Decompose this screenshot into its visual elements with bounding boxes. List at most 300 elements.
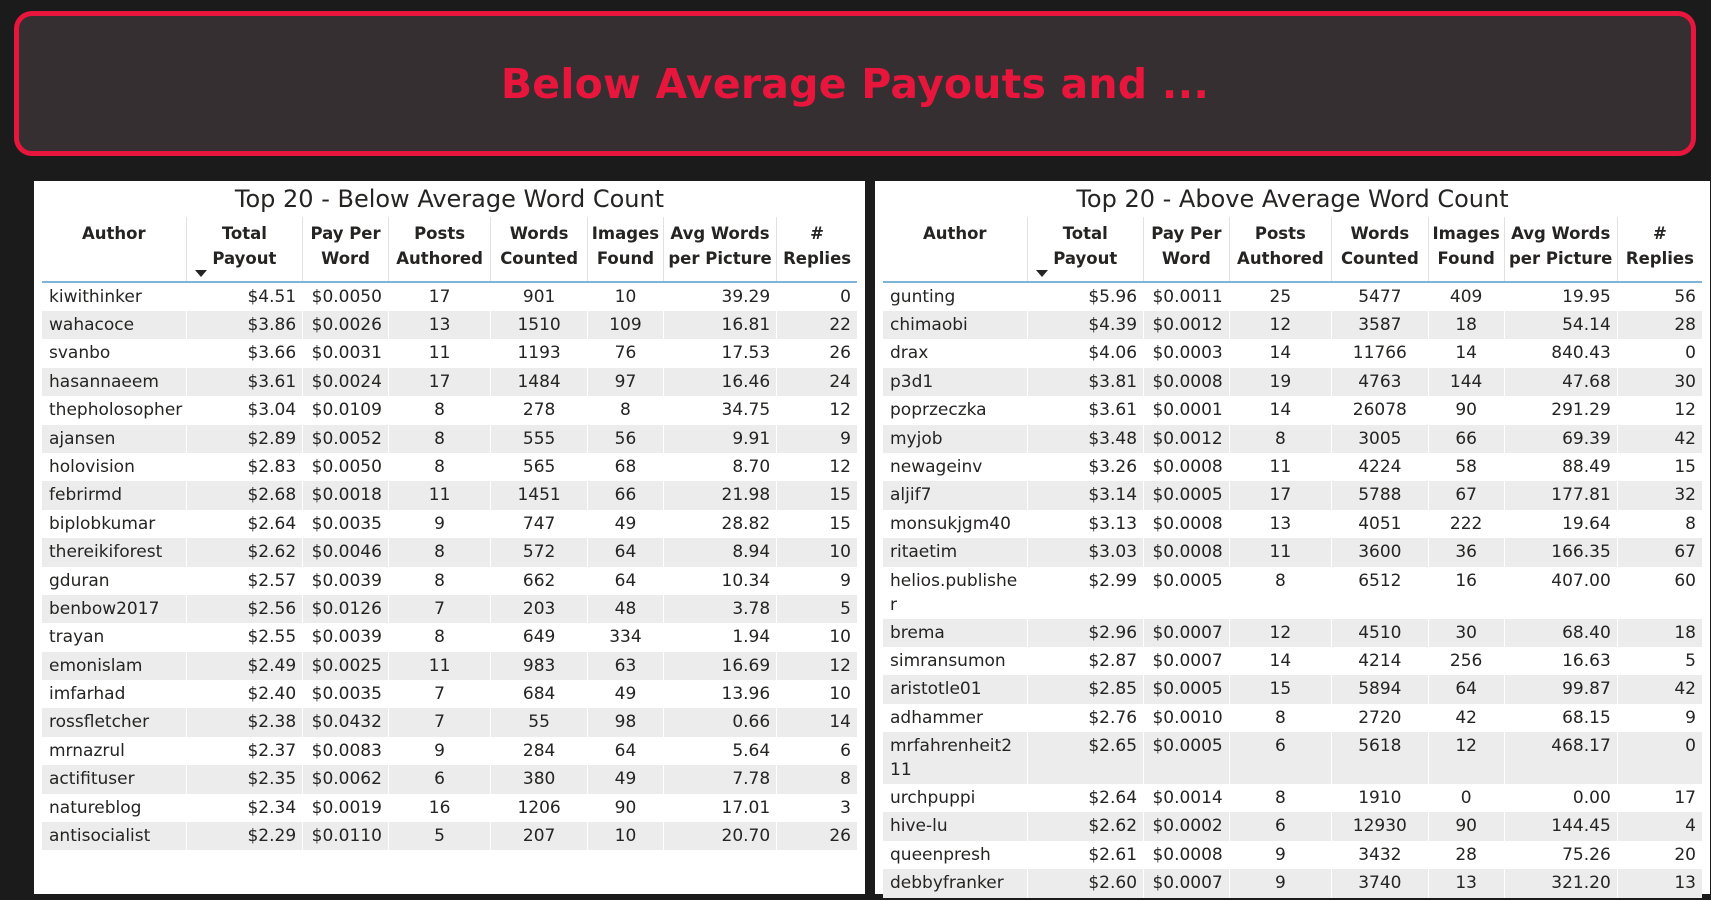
cell-posts-authored: 13: [1229, 510, 1331, 538]
table-row[interactable]: [42, 623, 857, 651]
cell-posts-authored: 8: [388, 538, 490, 566]
cell-pay-per-word: $0.0005: [1144, 481, 1230, 509]
table-row[interactable]: [883, 538, 1702, 566]
cell-avg-words-per-picture: 47.68: [1504, 368, 1617, 396]
table-body: [883, 282, 1702, 898]
column-header-replies[interactable]: [777, 217, 857, 282]
column-header-label: Author: [81, 224, 146, 243]
table-row[interactable]: [883, 311, 1702, 339]
cell-author: aljif7: [883, 481, 1027, 509]
cell-total-payout: $3.14: [1027, 481, 1144, 509]
cell-avg-words-per-picture: 17.53: [663, 339, 776, 367]
cell-author: monsukjgm40: [890, 513, 1011, 534]
cell-replies: 10: [777, 680, 857, 708]
cell-total-payout: $2.64: [186, 510, 303, 538]
cell-posts-authored: 19: [1229, 368, 1331, 396]
cell-total-payout: $3.86: [186, 311, 303, 339]
cell-avg-words-per-picture: 840.43: [1504, 339, 1617, 367]
table-row[interactable]: [42, 396, 857, 424]
cell-replies: 10: [777, 623, 857, 651]
cell-author: poprzeczka: [890, 400, 987, 421]
cell-replies: 24: [777, 368, 857, 396]
cell-words-counted: 4051: [1331, 510, 1428, 538]
cell-words-counted: 284: [491, 737, 588, 765]
column-header-label: Found: [596, 249, 655, 268]
cell-author: thepholosopher: [49, 400, 183, 421]
cell-words-counted: 1510: [491, 311, 588, 339]
cell-words-counted: 649: [491, 623, 588, 651]
column-header-label: Found: [1437, 249, 1495, 268]
column-header-label: Payout: [1053, 249, 1118, 268]
cell-images-found: 49: [588, 510, 664, 538]
cell-total-payout: $2.62: [186, 538, 303, 566]
cell-words-counted: 55: [491, 708, 588, 736]
cell-replies: 8: [777, 765, 857, 793]
cell-pay-per-word: $0.0007: [1144, 619, 1230, 647]
cell-images-found: 109: [588, 311, 664, 339]
column-header-label: Images: [1432, 224, 1500, 243]
column-header-label: Replies: [783, 249, 852, 268]
cell-pay-per-word: $0.0052: [303, 425, 389, 453]
cell-words-counted: 2720: [1331, 704, 1428, 732]
cell-posts-authored: 7: [388, 595, 490, 623]
table-row[interactable]: [883, 675, 1702, 703]
cell-author: gduran: [49, 570, 110, 591]
cell-posts-authored: 9: [388, 510, 490, 538]
cell-posts-authored: 6: [1229, 732, 1331, 784]
table-row[interactable]: [42, 680, 857, 708]
cell-images-found: 49: [588, 680, 664, 708]
cell-avg-words-per-picture: 9.91: [663, 425, 776, 453]
cell-avg-words-per-picture: 8.70: [663, 453, 776, 481]
cell-words-counted: 3740: [1331, 869, 1428, 897]
table-row[interactable]: [42, 595, 857, 623]
cell-replies: 42: [1617, 675, 1702, 703]
column-header-label: Authored: [1237, 249, 1324, 268]
cell-words-counted: 4763: [1331, 368, 1428, 396]
cell-images-found: 222: [1428, 510, 1504, 538]
cell-author: mrfahrenheit211: [883, 732, 1027, 784]
table-row[interactable]: [883, 732, 1702, 784]
cell-images-found: 67: [1428, 481, 1504, 509]
column-header-label: Authored: [396, 249, 483, 268]
column-header-label: Words: [1350, 224, 1410, 243]
column-header-avg-words-per-picture[interactable]: [663, 217, 776, 282]
cell-total-payout: $2.96: [1027, 619, 1144, 647]
cell-pay-per-word: $0.0005: [1144, 567, 1230, 619]
cell-author: myjob: [883, 425, 1027, 453]
cell-author: brema: [883, 619, 1027, 647]
table-row[interactable]: [883, 425, 1702, 453]
cell-words-counted: 983: [491, 652, 588, 680]
cell-replies: 0: [777, 282, 857, 311]
page-banner: [14, 11, 1696, 156]
cell-posts-authored: 15: [1229, 675, 1331, 703]
cell-replies: 15: [777, 481, 857, 509]
cell-posts-authored: 8: [1229, 567, 1331, 619]
table-row[interactable]: [42, 311, 857, 339]
cell-words-counted: 278: [491, 396, 588, 424]
column-header-label: Author: [922, 224, 987, 243]
cell-replies: 12: [777, 453, 857, 481]
cell-total-payout: $3.26: [1027, 453, 1144, 481]
column-header-total-payout[interactable]: [186, 217, 303, 282]
cell-pay-per-word: $0.0050: [303, 282, 389, 311]
cell-images-found: 90: [1428, 812, 1504, 840]
cell-posts-authored: 6: [388, 765, 490, 793]
cell-avg-words-per-picture: 144.45: [1504, 812, 1617, 840]
cell-avg-words-per-picture: 16.63: [1504, 647, 1617, 675]
cell-words-counted: 5477: [1331, 282, 1428, 311]
cell-replies: 12: [1617, 396, 1702, 424]
cell-avg-words-per-picture: 54.14: [1504, 311, 1617, 339]
table-row[interactable]: [42, 453, 857, 481]
cell-author: thereikiforest: [42, 538, 186, 566]
cell-pay-per-word: $0.0007: [1144, 869, 1230, 897]
cell-replies: 15: [777, 510, 857, 538]
table-row[interactable]: [42, 822, 857, 850]
table-row[interactable]: [883, 841, 1702, 869]
cell-author: svanbo: [49, 343, 111, 364]
cell-avg-words-per-picture: 407.00: [1504, 567, 1617, 619]
cell-total-payout: $2.60: [1027, 869, 1144, 897]
cell-avg-words-per-picture: 69.39: [1504, 425, 1617, 453]
cell-avg-words-per-picture: 16.69: [663, 652, 776, 680]
table-row[interactable]: [883, 869, 1702, 897]
cell-total-payout: $2.65: [1027, 732, 1144, 784]
column-header-label: Pay Per: [1151, 224, 1222, 243]
cell-words-counted: 380: [491, 765, 588, 793]
cell-total-payout: $3.61: [1027, 396, 1144, 424]
cell-pay-per-word: $0.0025: [303, 652, 389, 680]
cell-author: hive-lu: [883, 812, 1027, 840]
cell-avg-words-per-picture: 5.64: [663, 737, 776, 765]
column-header-label: Total: [1062, 224, 1108, 243]
table-row[interactable]: [42, 282, 857, 311]
column-header-label: Images: [591, 224, 660, 243]
cell-replies: 26: [777, 339, 857, 367]
cell-posts-authored: 14: [1229, 396, 1331, 424]
cell-author: holovision: [49, 456, 135, 477]
cell-pay-per-word: $0.0010: [1144, 704, 1230, 732]
cell-words-counted: 572: [491, 538, 588, 566]
cell-pay-per-word: $0.0126: [303, 595, 389, 623]
cell-author: trayan: [49, 627, 105, 648]
cell-total-payout: $2.40: [186, 680, 303, 708]
cell-replies: 12: [777, 652, 857, 680]
above-average-table-panel: [875, 181, 1710, 894]
table-row[interactable]: [883, 784, 1702, 812]
column-header-label: Word: [321, 249, 370, 268]
cell-replies: 5: [777, 595, 857, 623]
cell-images-found: 64: [1428, 675, 1504, 703]
cell-replies: 9: [1617, 704, 1702, 732]
cell-images-found: 16: [1428, 567, 1504, 619]
table-row[interactable]: [42, 794, 857, 822]
cell-avg-words-per-picture: 7.78: [663, 765, 776, 793]
column-header-words-counted[interactable]: [1331, 217, 1428, 282]
cell-total-payout: $2.49: [186, 652, 303, 680]
cell-images-found: 8: [588, 396, 664, 424]
cell-replies: 56: [1617, 282, 1702, 311]
cell-author: ritaetim: [883, 538, 1027, 566]
cell-author: febrirmd: [42, 481, 186, 509]
cell-posts-authored: 8: [388, 567, 490, 595]
cell-pay-per-word: $0.0039: [303, 567, 389, 595]
cell-words-counted: 3587: [1331, 311, 1428, 339]
column-header-label: Replies: [1625, 249, 1694, 268]
cell-total-payout: $3.03: [1027, 538, 1144, 566]
page-title: Below Average Payouts and ...: [500, 59, 1210, 108]
cell-pay-per-word: $0.0062: [303, 765, 389, 793]
cell-author: natureblog: [49, 797, 142, 818]
cell-words-counted: 5618: [1331, 732, 1428, 784]
column-header-posts-authored[interactable]: [388, 217, 490, 282]
column-header-label: per Picture: [1508, 249, 1613, 268]
table-row[interactable]: [883, 282, 1702, 311]
cell-pay-per-word: $0.0432: [303, 708, 389, 736]
cell-words-counted: 4214: [1331, 647, 1428, 675]
cell-words-counted: 1910: [1331, 784, 1428, 812]
cell-words-counted: 4510: [1331, 619, 1428, 647]
cell-avg-words-per-picture: 88.49: [1504, 453, 1617, 481]
cell-author: helios.publisher: [890, 570, 1018, 615]
table-row[interactable]: [42, 510, 857, 538]
cell-pay-per-word: $0.0019: [303, 794, 389, 822]
cell-author: simransumon: [890, 650, 1006, 671]
cell-words-counted: 684: [491, 680, 588, 708]
cell-total-payout: $2.29: [186, 822, 303, 850]
cell-images-found: 10: [588, 822, 664, 850]
cell-replies: 5: [1617, 647, 1702, 675]
cell-replies: 60: [1617, 567, 1702, 619]
cell-avg-words-per-picture: 291.29: [1504, 396, 1617, 424]
cell-author: aristotle01: [883, 675, 1027, 703]
cell-total-payout: $2.99: [1027, 567, 1144, 619]
cell-words-counted: 5788: [1331, 481, 1428, 509]
header-row: [883, 217, 1702, 282]
cell-total-payout: $2.64: [1027, 784, 1144, 812]
column-header-posts-authored[interactable]: [1229, 217, 1331, 282]
cell-posts-authored: 14: [1229, 339, 1331, 367]
cell-replies: 22: [777, 311, 857, 339]
cell-words-counted: 662: [491, 567, 588, 595]
table-row[interactable]: [42, 652, 857, 680]
column-header-label: #: [1652, 224, 1667, 243]
cell-author: actifituser: [42, 765, 186, 793]
cell-total-payout: $3.66: [186, 339, 303, 367]
cell-images-found: 256: [1428, 647, 1504, 675]
cell-posts-authored: 25: [1229, 282, 1331, 311]
cell-total-payout: $4.06: [1027, 339, 1144, 367]
column-header-pay-per-word[interactable]: [1144, 217, 1230, 282]
cell-replies: 9: [777, 425, 857, 453]
cell-avg-words-per-picture: 34.75: [663, 396, 776, 424]
column-header-label: #: [810, 224, 824, 243]
cell-words-counted: 207: [491, 822, 588, 850]
cell-total-payout: $2.83: [186, 453, 303, 481]
table-row[interactable]: [883, 368, 1702, 396]
column-header-pay-per-word[interactable]: [303, 217, 389, 282]
column-header-avg-words-per-picture[interactable]: [1504, 217, 1617, 282]
cell-avg-words-per-picture: 177.81: [1504, 481, 1617, 509]
cell-words-counted: 555: [491, 425, 588, 453]
table-row[interactable]: [883, 812, 1702, 840]
cell-words-counted: 1484: [491, 368, 588, 396]
column-header-label: Counted: [500, 249, 579, 268]
column-header-label: Posts: [1254, 224, 1306, 243]
cell-posts-authored: 6: [1229, 812, 1331, 840]
cell-images-found: 36: [1428, 538, 1504, 566]
cell-pay-per-word: $0.0014: [1144, 784, 1230, 812]
cell-avg-words-per-picture: 99.87: [1504, 675, 1617, 703]
cell-images-found: 68: [588, 453, 664, 481]
cell-total-payout: $4.51: [186, 282, 303, 311]
table-row[interactable]: [883, 704, 1702, 732]
cell-avg-words-per-picture: 17.01: [663, 794, 776, 822]
cell-replies: 14: [777, 708, 857, 736]
table-row[interactable]: [883, 619, 1702, 647]
table-row[interactable]: [42, 481, 857, 509]
cell-posts-authored: 11: [1229, 453, 1331, 481]
cell-posts-authored: 17: [388, 368, 490, 396]
column-header-label: Avg Words: [1511, 224, 1611, 243]
table-row[interactable]: [42, 765, 857, 793]
header-row: [42, 217, 857, 282]
cell-total-payout: $2.35: [186, 765, 303, 793]
cell-images-found: 66: [588, 481, 664, 509]
table-row[interactable]: [883, 396, 1702, 424]
cell-pay-per-word: $0.0026: [303, 311, 389, 339]
cell-author: antisocialist: [42, 822, 186, 850]
cell-posts-authored: 9: [1229, 869, 1331, 897]
cell-replies: 10: [777, 538, 857, 566]
table-row[interactable]: [883, 567, 1702, 619]
cell-total-payout: $3.04: [186, 396, 303, 424]
cell-total-payout: $3.13: [1027, 510, 1144, 538]
cell-author: benbow2017: [42, 595, 186, 623]
cell-images-found: 76: [588, 339, 664, 367]
table-title: Top 20 - Below Average Word Count: [234, 185, 665, 213]
table-row[interactable]: [42, 708, 857, 736]
cell-words-counted: 1193: [491, 339, 588, 367]
cell-replies: 20: [1617, 841, 1702, 869]
cell-avg-words-per-picture: 10.34: [663, 567, 776, 595]
table-row[interactable]: [883, 339, 1702, 367]
cell-total-payout: $2.57: [186, 567, 303, 595]
cell-pay-per-word: $0.0008: [1144, 368, 1230, 396]
cell-posts-authored: 8: [388, 425, 490, 453]
cell-posts-authored: 11: [388, 339, 490, 367]
table-row[interactable]: [883, 510, 1702, 538]
column-header-author[interactable]: [883, 217, 1027, 282]
cell-pay-per-word: $0.0001: [1144, 396, 1230, 424]
cell-author: emonislam: [42, 652, 186, 680]
cell-posts-authored: 8: [1229, 425, 1331, 453]
table-row[interactable]: [883, 453, 1702, 481]
cell-words-counted: 6512: [1331, 567, 1428, 619]
below-average-table-panel: [34, 181, 865, 894]
cell-pay-per-word: $0.0003: [1144, 339, 1230, 367]
table-row[interactable]: [883, 647, 1702, 675]
cell-total-payout: $2.34: [186, 794, 303, 822]
cell-words-counted: 3005: [1331, 425, 1428, 453]
column-header-label: Total: [221, 224, 267, 243]
cell-pay-per-word: $0.0002: [1144, 812, 1230, 840]
sort-descending-icon[interactable]: [1036, 270, 1048, 277]
column-header-label: Avg Words: [670, 224, 770, 243]
cell-images-found: 13: [1428, 869, 1504, 897]
cell-avg-words-per-picture: 468.17: [1504, 732, 1617, 784]
cell-author: ajansen: [42, 425, 186, 453]
cell-author: imfarhad: [49, 684, 126, 705]
column-header-words-counted[interactable]: [491, 217, 588, 282]
column-header-total-payout[interactable]: [1027, 217, 1144, 282]
table-row[interactable]: [42, 567, 857, 595]
table-row[interactable]: [883, 481, 1702, 509]
cell-images-found: 58: [1428, 453, 1504, 481]
table-title: Top 20 - Above Average Word Count: [1076, 185, 1509, 213]
cell-avg-words-per-picture: 166.35: [1504, 538, 1617, 566]
table-row[interactable]: [42, 737, 857, 765]
cell-words-counted: 565: [491, 453, 588, 481]
column-header-images-found[interactable]: [588, 217, 664, 282]
cell-author: newageinv: [890, 456, 983, 477]
cell-author: hasannaeem: [42, 368, 186, 396]
cell-replies: 4: [1617, 812, 1702, 840]
cell-total-payout: $3.81: [1027, 368, 1144, 396]
cell-total-payout: $4.39: [1027, 311, 1144, 339]
cell-pay-per-word: $0.0007: [1144, 647, 1230, 675]
cell-images-found: 64: [588, 567, 664, 595]
cell-images-found: 0: [1428, 784, 1504, 812]
cell-replies: 0: [1617, 732, 1702, 784]
sort-descending-icon[interactable]: [195, 270, 207, 277]
table-row[interactable]: [42, 425, 857, 453]
column-header-author[interactable]: [42, 217, 186, 282]
table-row[interactable]: [42, 339, 857, 367]
cell-pay-per-word: $0.0039: [303, 623, 389, 651]
cell-images-found: 90: [588, 794, 664, 822]
cell-words-counted: 5894: [1331, 675, 1428, 703]
cell-avg-words-per-picture: 19.64: [1504, 510, 1617, 538]
cell-avg-words-per-picture: 19.95: [1504, 282, 1617, 311]
cell-images-found: 14: [1428, 339, 1504, 367]
cell-total-payout: $2.68: [186, 481, 303, 509]
cell-total-payout: $2.56: [186, 595, 303, 623]
column-header-images-found[interactable]: [1428, 217, 1504, 282]
cell-words-counted: 747: [491, 510, 588, 538]
cell-posts-authored: 17: [1229, 481, 1331, 509]
cell-author: debbyfranker: [883, 869, 1027, 897]
table-body: [42, 282, 857, 850]
cell-replies: 67: [1617, 538, 1702, 566]
cell-posts-authored: 11: [388, 652, 490, 680]
cell-posts-authored: 12: [1229, 311, 1331, 339]
table-row[interactable]: [42, 538, 857, 566]
cell-posts-authored: 8: [1229, 704, 1331, 732]
table-row[interactable]: [42, 368, 857, 396]
cell-pay-per-word: $0.0012: [1144, 425, 1230, 453]
cell-pay-per-word: $0.0110: [303, 822, 389, 850]
cell-images-found: 90: [1428, 396, 1504, 424]
column-header-replies[interactable]: [1617, 217, 1702, 282]
cell-posts-authored: 8: [388, 396, 490, 424]
cell-posts-authored: 7: [388, 680, 490, 708]
cell-total-payout: $2.85: [1027, 675, 1144, 703]
cell-pay-per-word: $0.0008: [1144, 538, 1230, 566]
cell-pay-per-word: $0.0031: [303, 339, 389, 367]
